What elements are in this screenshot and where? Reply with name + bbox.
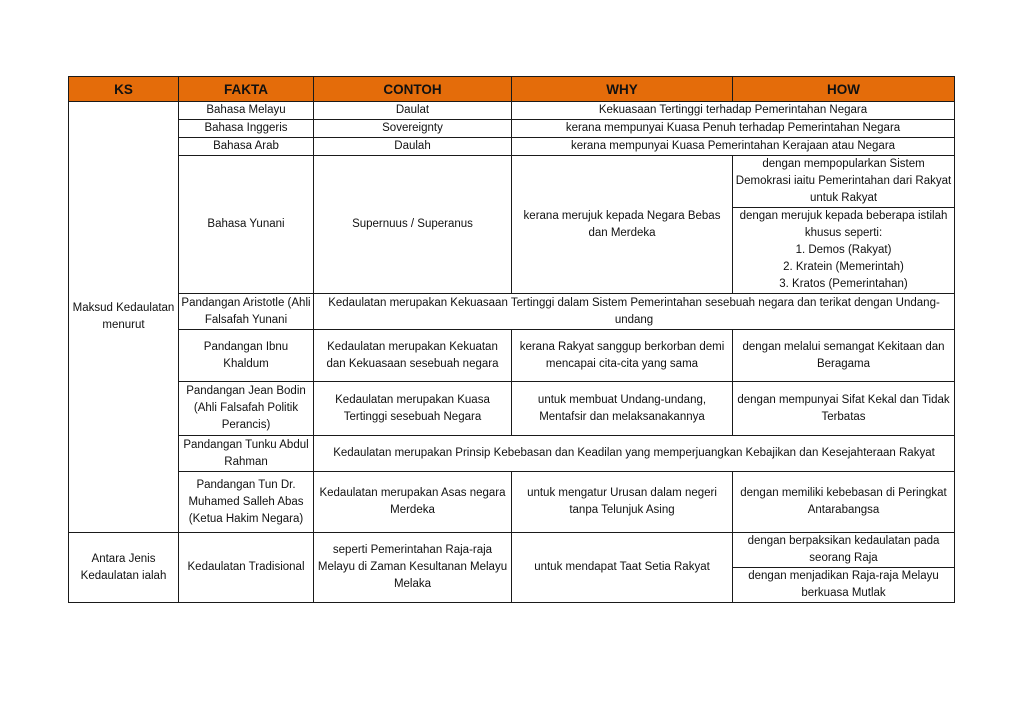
table-row (69, 436, 955, 472)
why-cell: untuk membuat Undang-undang, Mentafsir dan melaksanakannya (512, 382, 733, 436)
table-row (69, 382, 955, 436)
how-cell: dengan mempopularkan Sistem Demokrasi iaitu Pemerintahan dari Rakyat untuk Rakyat (733, 156, 955, 208)
table-row (69, 294, 955, 330)
table-row (69, 138, 955, 156)
fakta-cell: Bahasa Arab (179, 138, 314, 156)
header-why: WHY (512, 77, 733, 102)
contoh-cell: Kedaulatan merupakan Kuasa Tertinggi sesebuah Negara (314, 382, 512, 436)
table-row (69, 330, 955, 382)
header-how: HOW (733, 77, 955, 102)
why-cell: untuk mendapat Taat Setia Rakyat (512, 533, 733, 603)
why-cell: kerana Rakyat sanggup berkorban demi mencapai cita-cita yang sama (512, 330, 733, 382)
contoh-why-how-merged-cell: Kedaulatan merupakan Kekuasaan Tertinggi dalam Sistem Pemerintahan sesebuah negara dan terikat dengan Undang-undang (314, 294, 955, 330)
table-row (69, 472, 955, 533)
how-list-item: 2. Kratein (Memerintah) (783, 261, 904, 273)
contoh-why-how-merged-cell: Kedaulatan merupakan Prinsip Kebebasan dan Keadilan yang memperjuangkan Kebajikan dan Kesejahteraan Rakyat (314, 436, 955, 472)
contoh-cell: Sovereignty (314, 120, 512, 138)
how-list-cell (733, 208, 955, 294)
why-cell: untuk mengatur Urusan dalam negeri tanpa Telunjuk Asing (512, 472, 733, 533)
how-cell: dengan memiliki kebebasan di Peringkat Antarabangsa (733, 472, 955, 533)
fakta-cell: Pandangan Aristotle (Ahli Falsafah Yunani (179, 294, 314, 330)
why-cell: kerana merujuk kepada Negara Bebas dan Merdeka (512, 156, 733, 294)
ks-label: Maksud Kedaulatan menurut (72, 302, 175, 331)
fakta-cell: Bahasa Melayu (179, 102, 314, 120)
fakta-cell: Pandangan Jean Bodin (Ahli Falsafah Politik Perancis) (179, 382, 314, 436)
kedaulatan-table (68, 76, 955, 603)
contoh-cell: Kedaulatan merupakan Kekuatan dan Kekuasaan sesebuah negara (314, 330, 512, 382)
fakta-cell: Pandangan Tunku Abdul Rahman (179, 436, 314, 472)
fakta-cell: Bahasa Yunani (179, 156, 314, 294)
how-cell: dengan menjadikan Raja-raja Melayu berkuasa Mutlak (733, 568, 955, 603)
how-cell: dengan mempunyai Sifat Kekal dan Tidak Terbatas (733, 382, 955, 436)
header-contoh: CONTOH (314, 77, 512, 102)
contoh-cell: Supernuus / Superanus (314, 156, 512, 294)
how-cell: dengan melalui semangat Kekitaan dan Beragama (733, 330, 955, 382)
how-list-item: 1. Demos (Rakyat) (795, 244, 892, 256)
table-row (69, 533, 955, 568)
contoh-cell: seperti Pemerintahan Raja-raja Melayu di Zaman Kesultanan Melayu Melaka (314, 533, 512, 603)
how-cell: dengan berpaksikan kedaulatan pada seorang Raja (733, 533, 955, 568)
table-row (69, 120, 955, 138)
fakta-cell: Pandangan Ibnu Khaldum (179, 330, 314, 382)
ks-jenis-cell: Antara Jenis Kedaulatan ialah (69, 533, 179, 603)
table-row (69, 102, 955, 120)
table-row (69, 156, 955, 208)
how-list-item: 3. Kratos (Pemerintahan) (779, 278, 908, 290)
fakta-cell: Pandangan Tun Dr. Muhamed Salleh Abas (Ketua Hakim Negara) (179, 472, 314, 533)
contoh-cell: Daulah (314, 138, 512, 156)
header-fakta: FAKTA (179, 77, 314, 102)
contoh-cell: Kedaulatan merupakan Asas negara Merdeka (314, 472, 512, 533)
why-how-merged-cell: kerana mempunyai Kuasa Penuh terhadap Pemerintahan Negara (512, 120, 955, 138)
fakta-cell: Kedaulatan Tradisional (179, 533, 314, 603)
header-ks: KS (69, 77, 179, 102)
fakta-cell: Bahasa Inggeris (179, 120, 314, 138)
why-how-merged-cell: Kekuasaan Tertinggi terhadap Pemerintahan Negara (512, 102, 955, 120)
ks-maksud-cell (69, 102, 179, 533)
header-row (69, 77, 955, 102)
contoh-cell: Daulat (314, 102, 512, 120)
why-how-merged-cell: kerana mempunyai Kuasa Pemerintahan Kerajaan atau Negara (512, 138, 955, 156)
how-list-intro: dengan merujuk kepada beberapa istilah khusus seperti: (739, 210, 948, 239)
